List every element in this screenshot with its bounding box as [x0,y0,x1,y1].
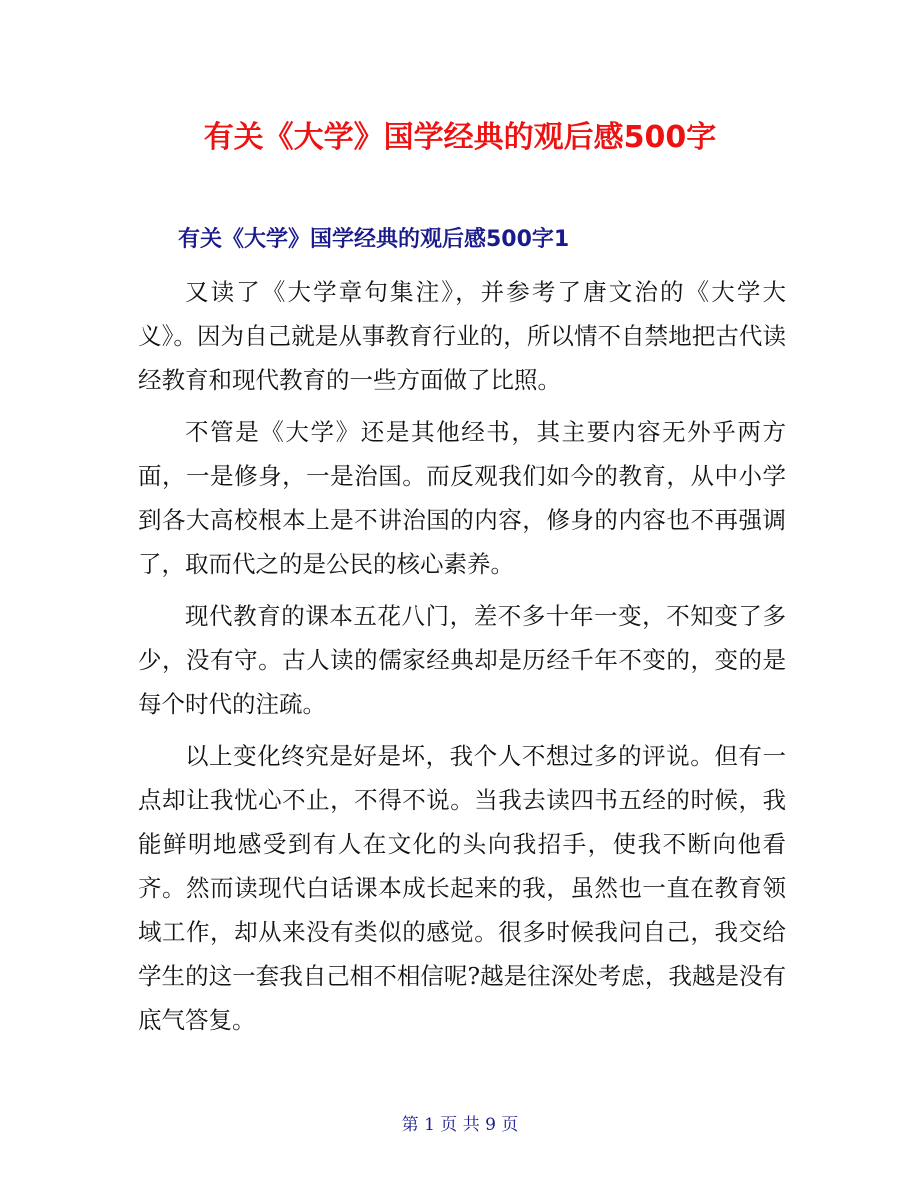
paragraph: 以上变化终究是好是坏，我个人不想过多的评说。但有一点却让我忧心不止，不得不说。当我去读四书五经的时候，我能鲜明地感受到有人在文化的头向我招手，使我不断向他看齐。然而读现代白话课本成长起来的我，虽然也一直在教育领域工作，却从来没有类似的感觉。很多时候我问自己，我交给学生的这一套我自己相不相信呢?越是往深处考虑，我越是没有底气答复。 [138,742,786,1034]
paragraph: 不管是《大学》还是其他经书，其主要内容无外乎两方面，一是修身，一是治国。而反观我们如今的教育，从中小学到各大高校根本上是不讲治国的内容，修身的内容也不再强调了，取而代之的是公民的核心素养。 [138,418,786,578]
document-title: 有关《大学》国学经典的观后感500字 [203,120,717,155]
section-heading: 有关《大学》国学经典的观后感500字1 [178,227,570,252]
paragraph: 现代教育的课本五花八门，差不多十年一变，不知变了多少，没有守。古人读的儒家经典却是历经千年不变的，变的是每个时代的注疏。 [138,602,786,718]
page-number-footer: 第 1 页 共 9 页 [401,1115,519,1135]
document-body [138,270,786,1050]
paragraph: 又读了《大学章句集注》，并参考了唐文治的《大学大义》。因为自己就是从事教育行业的，所以情不自禁地把古代读经教育和现代教育的一些方面做了比照。 [138,278,786,394]
